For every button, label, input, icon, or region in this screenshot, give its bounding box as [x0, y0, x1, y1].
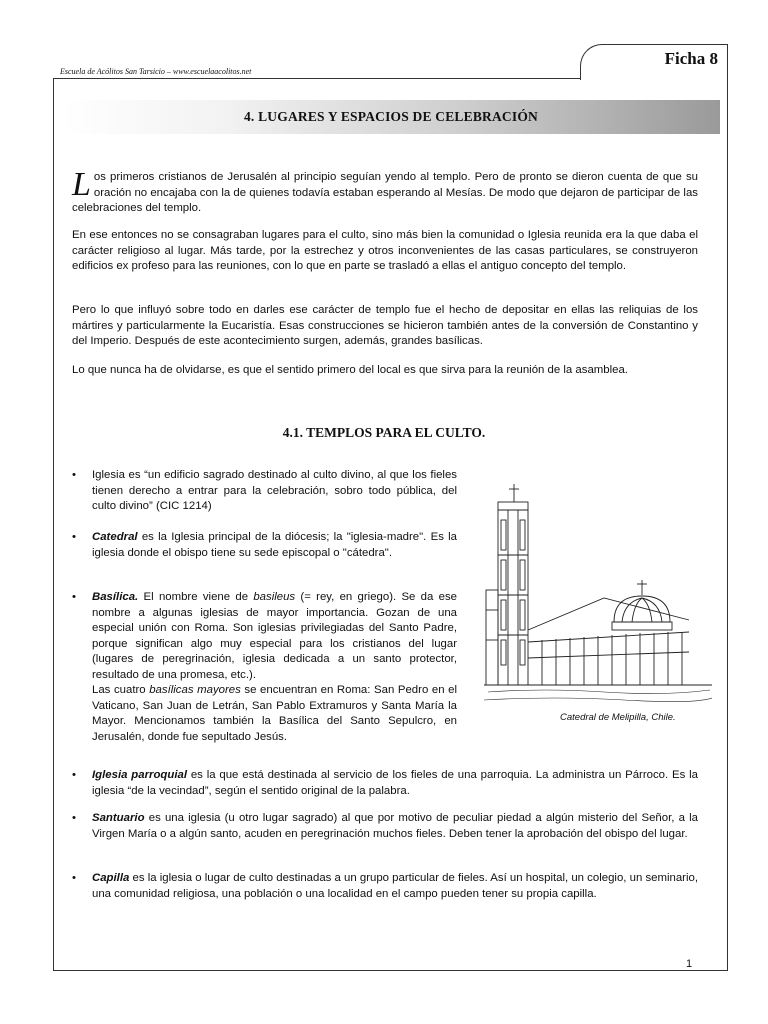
- basilica-t2: (= rey, en griego). Se da ese nombre a algunas iglesias de mayor importancia. Gozan de una especial unión con Roma. Son iglesias privilegiadas del Santo Padre, porque significan algo muy especial para los cristianos del lugar (lugares de peregrinación, iglesia dedicada a un santo protector, resultado de una promesa, etc.).: [92, 591, 457, 681]
- section-title: 4.1. TEMPLOS PARA EL CULTO.: [282, 425, 486, 440]
- term-capilla: Capilla: [92, 872, 130, 884]
- basilicas-mayores: basílicas mayores: [149, 684, 241, 696]
- figure-caption: Catedral de Melipilla, Chile.: [560, 712, 676, 723]
- catedral-text: [92, 530, 457, 561]
- capilla-definition: es la iglesia o lugar de culto destinadas a un grupo particular de fieles. Así un hospital, un colegio, un seminario, una comunidad religiosa, una población o una localidad en el campo pueden tener su propia capilla.: [92, 872, 698, 900]
- bullet-icon: •: [72, 872, 76, 884]
- page-title: 4. LUGARES Y ESPACIOS DE CELEBRACIÓN: [243, 109, 538, 124]
- catedral-definition: es la Iglesia principal de la diócesis; la "iglesia-madre". Es la iglesia donde el obispo tiene su sede episcopal o "cátedra".: [92, 531, 457, 559]
- basileus-word: basileus: [253, 591, 296, 603]
- basilica-t1: El nombre viene de: [138, 591, 254, 603]
- basilica-t4: se encuentran en Roma: San Pedro en el Vaticano, San Juan de Letrán, San Pablo Extramuros y Santa María la Mayor. Mencionamos también la Basílica del Santo Sepulcro, en Jerusalén, donde fue sepultado Jesús.: [92, 684, 457, 743]
- term-basilica: Basílica.: [92, 591, 139, 603]
- church-illustration: [484, 480, 712, 705]
- intro-paragraph-1: [72, 166, 698, 217]
- term-catedral: Catedral: [92, 531, 138, 543]
- iglesia-text: Iglesia es “un edificio sagrado destinado al culto divino, al que los fieles tienen derecho a entrar para la celebración, sobro todo pública, del culto divino” (CIC 1214): [92, 469, 457, 512]
- intro-paragraph-3: Pero lo que influyó sobre todo en darles ese carácter de templo fue el hecho de depositar en ellas las reliquias de los mártires y particularmente la Eucaristía. Esas construcciones se hicieron también antes de la conversión de Constantino y del Imperio. Después de este acontecimiento surgen, además, grandes basílicas.: [72, 304, 698, 347]
- bullet-icon: •: [72, 531, 76, 543]
- parroquial-definition: es la que está destinada al servicio de los fieles de una parroquia. La administra un Párroco. Es la iglesia “de la vecindad”, según el sentido original de la palabra.: [92, 769, 698, 797]
- bullet-icon: •: [72, 591, 76, 603]
- santuario-definition: es una iglesia (u otro lugar sagrado) al que por motivo de peculiar piedad a algún misterio del Señor, a la Virgen María o a algún santo, acuden en peregrinación muchos fieles. Deben tener la aprobación del obispo del lugar.: [92, 812, 698, 840]
- bullet-icon: •: [72, 812, 76, 824]
- capilla-text: [92, 871, 698, 902]
- intro-paragraph-4: Lo que nunca ha de olvidarse, es que el sentido primero del local es que sirva para la reunión de la asamblea.: [72, 364, 628, 376]
- parroquial-text: [92, 768, 698, 799]
- bullet-icon: •: [72, 469, 76, 481]
- intro-paragraph-2: En ese entonces no se consagraban lugares para el culto, sino más bien la comunidad o Iglesia reunida era la que daba el carácter religioso al lugar. Más tarde, por la estrechez y otros inconvenientes de las casas particulares, se construyeron edificios ex profeso para las reuniones, con lo que en parte se trasladó a ellas el antiguo concepto del templo.: [72, 229, 698, 272]
- title-banner: [62, 100, 720, 134]
- term-santuario: Santuario: [92, 812, 145, 824]
- bullet-icon: •: [72, 769, 76, 781]
- santuario-text: [92, 811, 698, 842]
- term-parroquial: Iglesia parroquial: [92, 769, 187, 781]
- ficha-label: Ficha 8: [664, 49, 718, 68]
- intro-paragraph-1-text: os primeros cristianos de Jerusalén al principio seguían yendo al templo. Pero de pronto se dieron cuenta de que su oración no encajaba con la de quienes todavía estaban esperando al Mesías. De modo que dejaron de participar de las celebraciones del templo.: [72, 171, 698, 214]
- basilica-text: [92, 590, 457, 745]
- basilica-t3: Las cuatro: [92, 684, 150, 696]
- drop-cap: L: [72, 166, 91, 203]
- page-number: 1: [686, 958, 693, 970]
- school-header: Escuela de Acólitos San Tarsicio – www.escuelaacolitos.net: [60, 67, 252, 76]
